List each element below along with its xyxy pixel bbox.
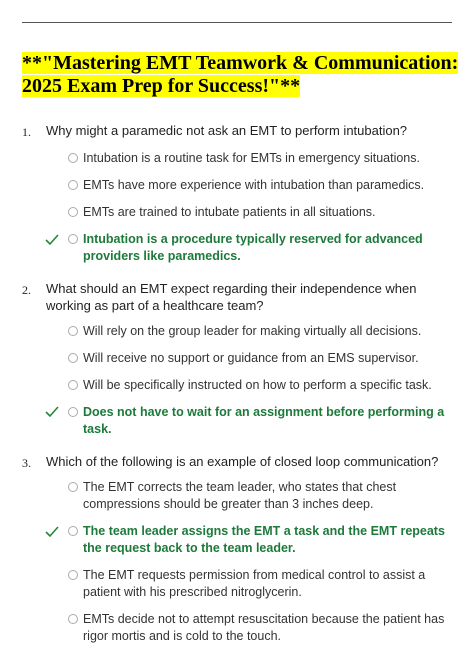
answer-option-text: The EMT requests permission from medical control to assist a patient with his prescribed nitroglycerin. bbox=[83, 568, 426, 599]
checkmark-icon bbox=[45, 406, 59, 418]
radio-circle-icon[interactable] bbox=[68, 234, 78, 244]
checkmark-icon bbox=[45, 234, 59, 246]
answer-option[interactable] bbox=[68, 350, 453, 367]
answer-option-text: EMTs are trained to intubate patients in all situations. bbox=[83, 205, 376, 219]
checkmark-icon bbox=[45, 526, 59, 538]
question-text: Which of the following is an example of closed loop communication? bbox=[46, 454, 439, 469]
question-text: What should an EMT expect regarding their independence when working as part of a healthcare team? bbox=[46, 281, 417, 313]
answer-option-text: The EMT corrects the team leader, who states that chest compressions should be greater than 3 inches deep. bbox=[83, 480, 397, 511]
radio-circle-icon[interactable] bbox=[68, 482, 78, 492]
answer-option-correct[interactable] bbox=[68, 523, 453, 557]
document-title: **"Mastering EMT Teamwork & Communication: 2025 Exam Prep for Success!"** bbox=[22, 52, 459, 97]
radio-circle-icon[interactable] bbox=[68, 407, 78, 417]
answer-option-correct[interactable] bbox=[68, 404, 453, 438]
answer-option-text: Does not have to wait for an assignment before performing a task. bbox=[83, 405, 445, 436]
radio-circle-icon[interactable] bbox=[68, 153, 78, 163]
radio-circle-icon[interactable] bbox=[68, 207, 78, 217]
answer-option-text: EMTs decide not to attempt resuscitation because the patient has rigor mortis and is cold to the touch. bbox=[83, 612, 445, 643]
answer-option-correct[interactable] bbox=[68, 231, 453, 265]
radio-circle-icon[interactable] bbox=[68, 570, 78, 580]
answer-option-text: Intubation is a routine task for EMTs in emergency situations. bbox=[83, 151, 420, 165]
radio-circle-icon[interactable] bbox=[68, 180, 78, 190]
question-number: 3. bbox=[22, 456, 31, 470]
answer-option[interactable] bbox=[68, 377, 453, 394]
radio-circle-icon[interactable] bbox=[68, 326, 78, 336]
answer-option[interactable] bbox=[68, 150, 453, 167]
question-text: Why might a paramedic not ask an EMT to perform intubation? bbox=[46, 123, 408, 138]
answer-option-text: Will receive no support or guidance from an EMS supervisor. bbox=[83, 351, 419, 365]
answer-option-text: The team leader assigns the EMT a task and the EMT repeats the request back to the team leader. bbox=[83, 524, 445, 555]
answer-option-text: EMTs have more experience with intubation than paramedics. bbox=[83, 178, 425, 192]
answer-option[interactable] bbox=[68, 479, 453, 513]
answer-option[interactable] bbox=[68, 567, 453, 601]
answer-option[interactable] bbox=[68, 323, 453, 340]
answer-option[interactable] bbox=[68, 204, 453, 221]
question-number: 1. bbox=[22, 125, 31, 139]
radio-circle-icon[interactable] bbox=[68, 380, 78, 390]
answer-option[interactable] bbox=[68, 177, 453, 194]
answer-option-text: Intubation is a procedure typically reserved for advanced providers like paramedics. bbox=[83, 232, 423, 263]
answer-option-text: Will rely on the group leader for making virtually all decisions. bbox=[83, 324, 422, 338]
top-divider bbox=[22, 22, 452, 23]
radio-circle-icon[interactable] bbox=[68, 614, 78, 624]
answer-option-text: Will be specifically instructed on how to perform a specific task. bbox=[83, 378, 432, 392]
question-number: 2. bbox=[22, 283, 31, 297]
answer-option[interactable] bbox=[68, 611, 453, 645]
radio-circle-icon[interactable] bbox=[68, 526, 78, 536]
radio-circle-icon[interactable] bbox=[68, 353, 78, 363]
